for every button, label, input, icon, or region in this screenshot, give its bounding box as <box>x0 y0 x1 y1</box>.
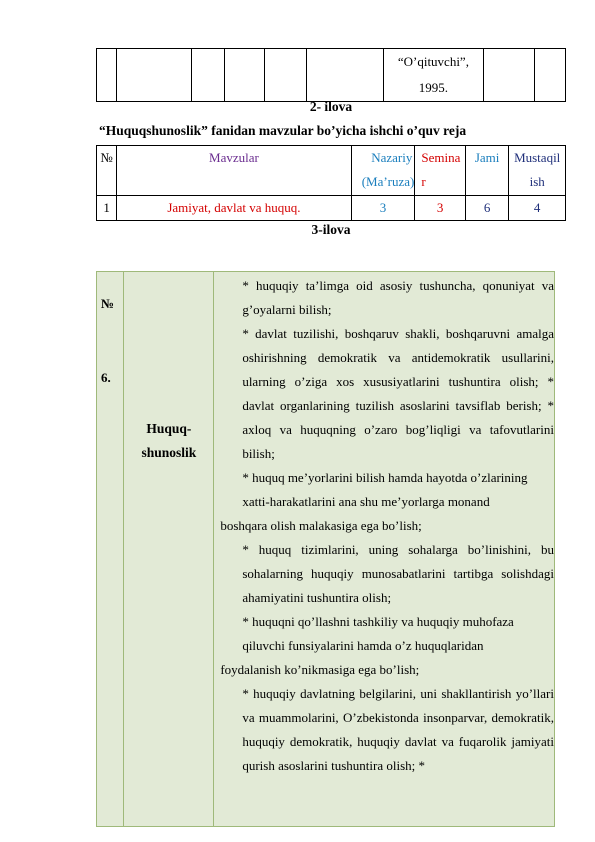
table-cell <box>224 49 265 102</box>
list-item: * huquqiy ta’limga oid asosiy tushuncha, qonuniyat va g’oyalarni bilish; <box>242 278 554 317</box>
header-seminar: Semina r <box>415 146 466 196</box>
list-item: * huquqiy davlatning belgilarini, uni shakllantirish yo’llari va muammolarini, O’zbekistonda insonparvar, demokratik, huquqiy demokratik, huquqiy davlat va fuqarolik jamiyati qurish asoslarini tushuntira olish; * <box>242 686 554 773</box>
subject-column <box>123 272 213 827</box>
caption-appendix-2: 2- ilova <box>309 99 353 114</box>
row-independent: 4 <box>509 196 566 221</box>
row-topic: Jamiyat, davlat va huquq. <box>117 196 352 221</box>
table-row <box>97 196 566 221</box>
table-cell <box>306 49 383 102</box>
reference-line-2: 1995. <box>418 80 449 95</box>
list-item-continuation: foydalanish ko’nikmasiga ega bo’lish; <box>220 662 420 677</box>
table-cell-reference <box>384 49 484 102</box>
reference-line-1: “O’qituvchi”, <box>397 54 469 69</box>
header-num: № <box>97 146 117 196</box>
competence-text <box>214 272 555 827</box>
num-column <box>97 272 124 827</box>
table-cell <box>116 49 191 102</box>
num-header: № <box>101 296 115 311</box>
table-cell <box>483 49 534 102</box>
list-item: * davlat tuzilishi, boshqaruv shakli, boshqaruvni amalga oshirishning demokratik va antidemokratik usullarini, ularning o’ziga xos xususiyatlarini tushuntira olish; * davlat organlarining tuzilish asoslarini tavsiflab berish; * axloq va huquqning o’zaro bog’liqligi va tafovutlarini bilish; <box>242 326 554 461</box>
competence-table <box>96 271 555 827</box>
top-table <box>96 48 566 102</box>
table-cell <box>535 49 566 102</box>
list-item: * huquqni qo’llashni tashkiliy va huquqiy muhofaza qiluvchi funsiyalarini hamda o’z huquqlaridan <box>242 614 514 653</box>
row-num: 1 <box>97 196 117 221</box>
row-total: 6 <box>465 196 508 221</box>
plan-table <box>96 145 566 221</box>
plan-title: “Huquqshunoslik” fanidan mavzular bo’yicha ishchi o’quv reja <box>99 123 467 138</box>
list-item: * huquq tizimlarini, uning sohalarga bo’linishini, bu sohalarning huquqiy munosabatlarini tartibga solishdagi ahamiyatini tushuntira olish; <box>242 542 554 605</box>
row-lecture: 3 <box>351 196 415 221</box>
header-lecture: Nazariy (Ma’ruza) <box>351 146 415 196</box>
row-seminar: 3 <box>415 196 466 221</box>
table-cell <box>97 49 117 102</box>
row-number: 6. <box>101 370 111 385</box>
table-header-row <box>97 146 566 196</box>
header-total: Jami <box>465 146 508 196</box>
header-independent: Mustaqil ish <box>509 146 566 196</box>
list-item: * huquq me’yorlarini bilish hamda hayotda o’zlarining xatti-harakatlarini ana shu me’yorlarga monand <box>242 470 528 509</box>
header-topic: Mavzular <box>117 146 352 196</box>
table-cell <box>265 49 307 102</box>
list-item-continuation: boshqara olish malakasiga ega bo’lish; <box>220 518 422 533</box>
table-cell <box>192 49 225 102</box>
subject-name: Huquq- shunoslik <box>141 421 197 460</box>
caption-appendix-3: 3-ilova <box>311 222 351 237</box>
